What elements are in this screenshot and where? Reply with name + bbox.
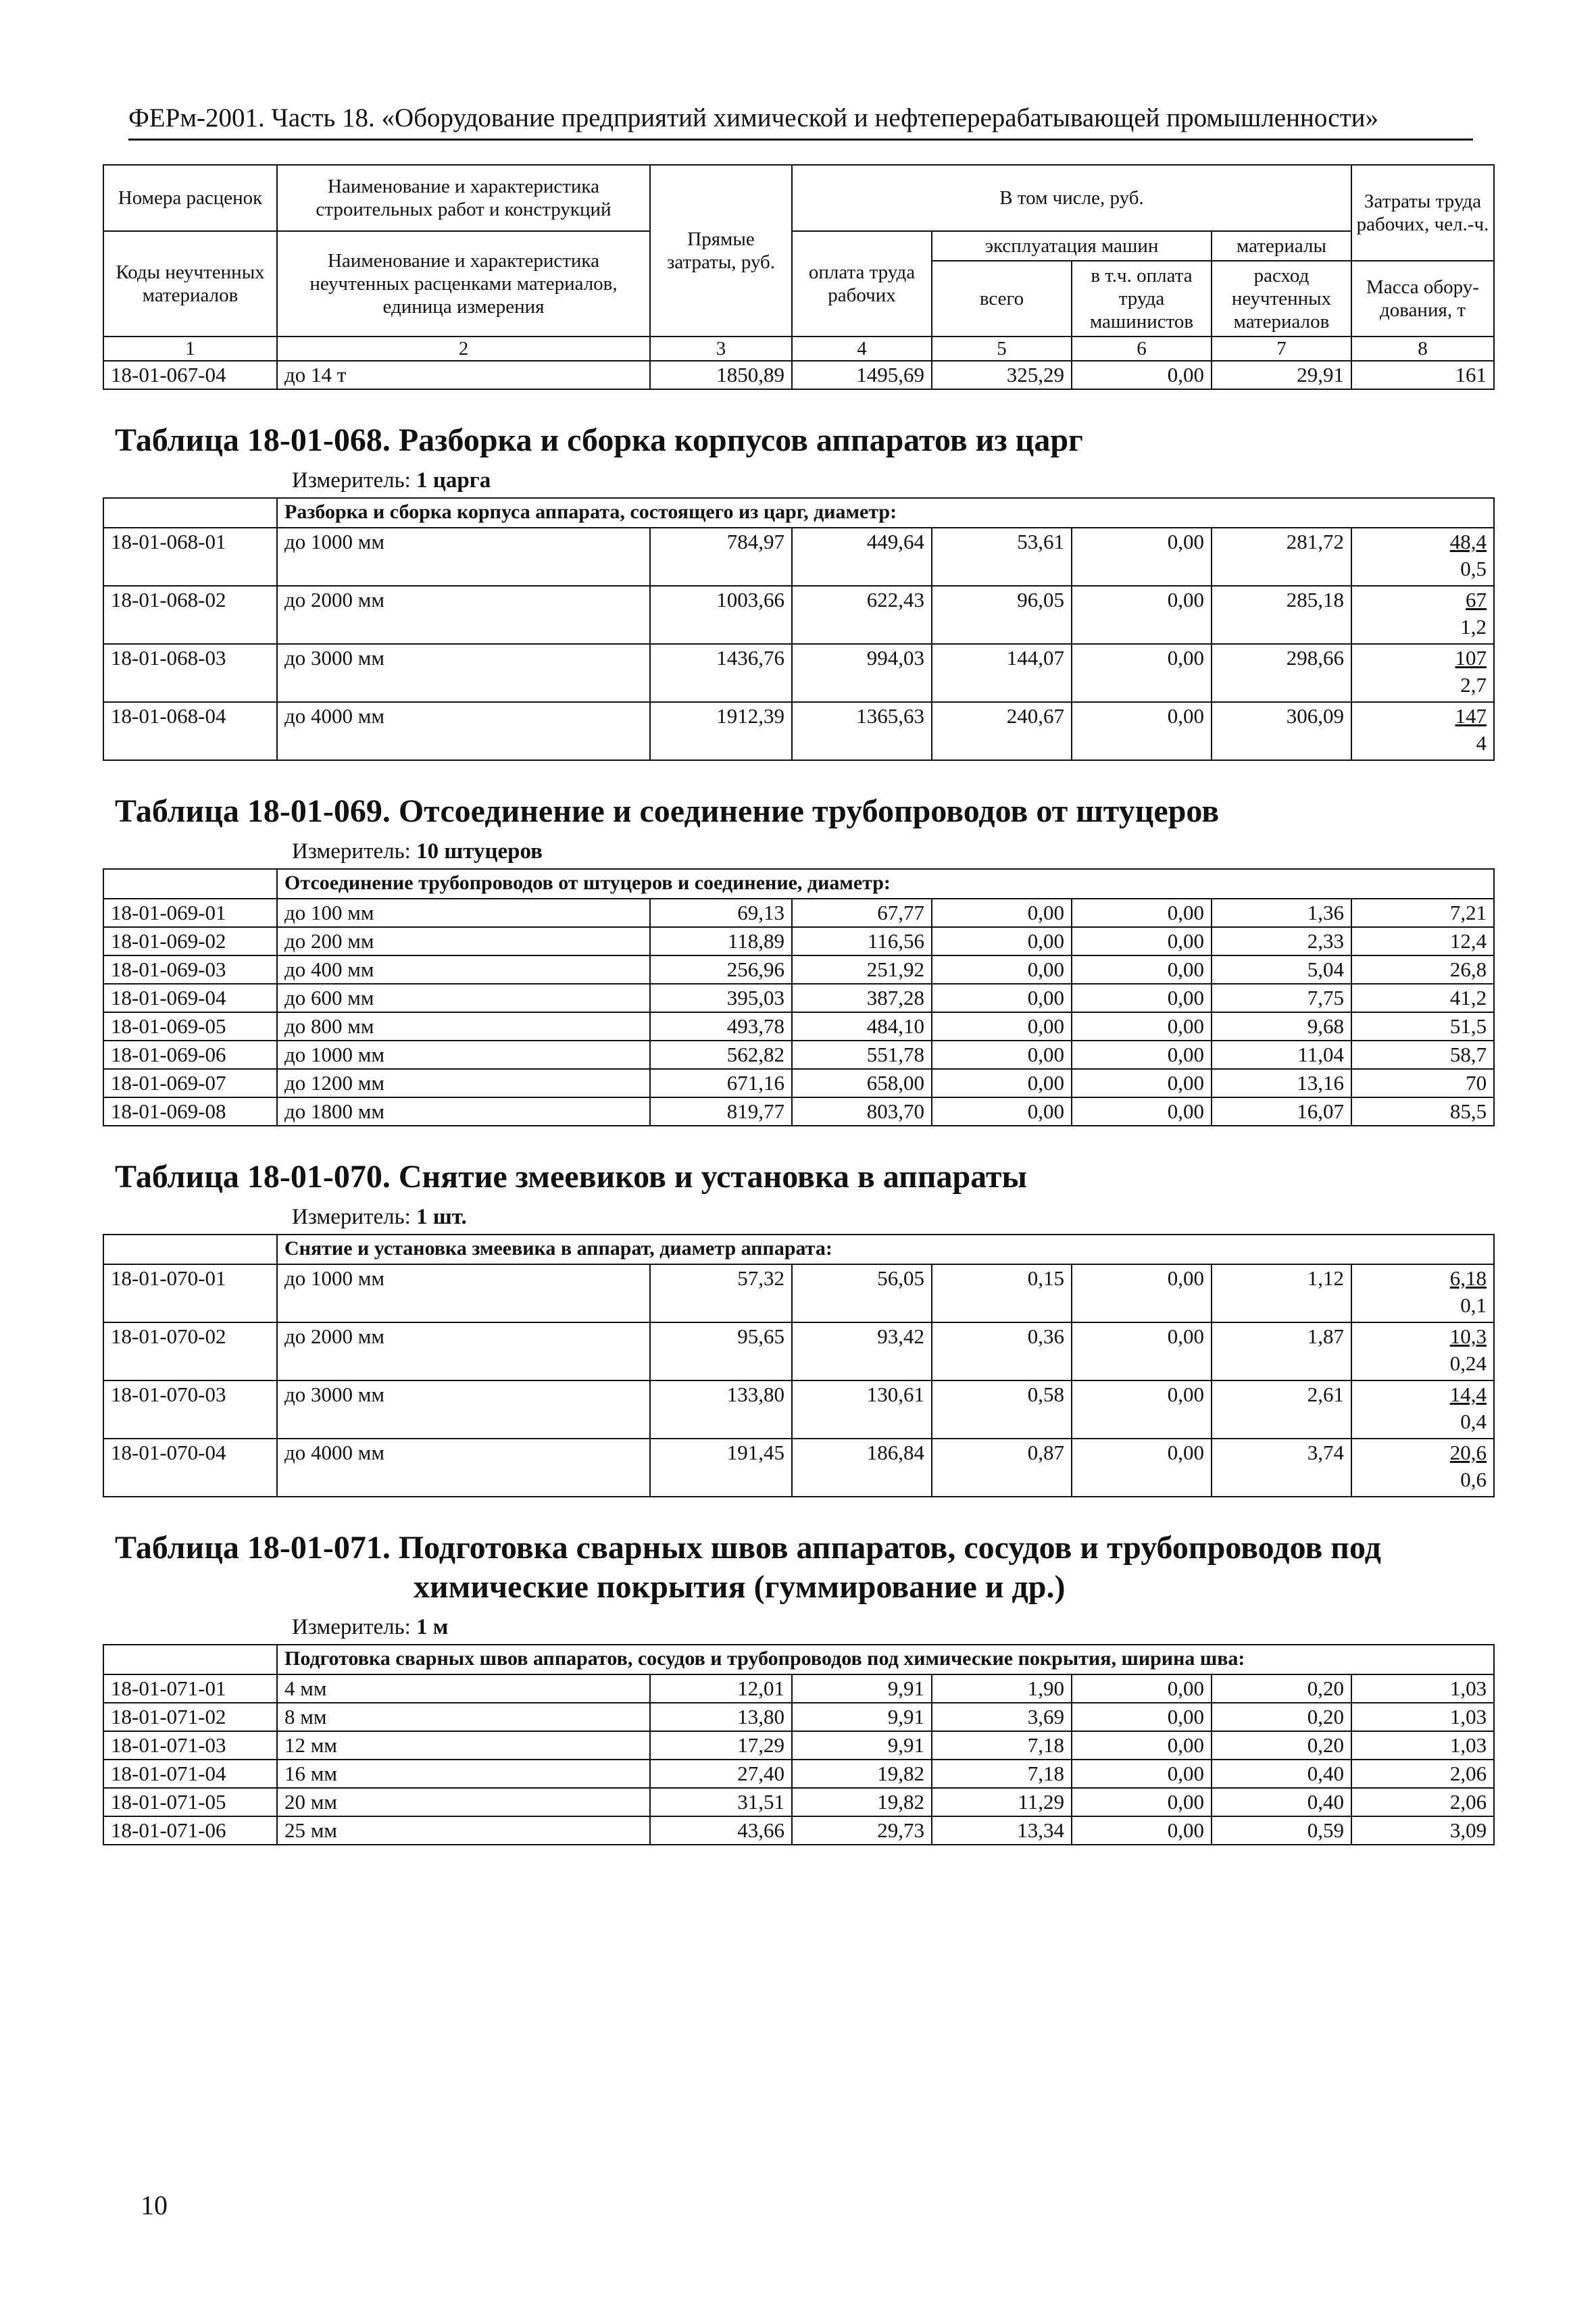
measure-unit (103, 468, 1493, 493)
colnum-3: 3 (650, 337, 792, 361)
row-value: 1,12 (1212, 1264, 1351, 1322)
group-header-spacer (103, 869, 277, 899)
row-labor-value: 2,06 (1351, 1760, 1494, 1788)
row-name: до 2000 мм (277, 586, 650, 644)
row-value: 240,67 (932, 702, 1072, 760)
row-value: 9,91 (792, 1703, 932, 1731)
row-value: 95,65 (650, 1322, 792, 1380)
row-value: 11,04 (1212, 1041, 1351, 1069)
group-header-row (103, 498, 1494, 528)
row-value: 116,56 (792, 927, 932, 955)
group-header-row (103, 1645, 1494, 1674)
labor-hours: 20,6 (1449, 1441, 1487, 1464)
row-labor-value: 70 (1351, 1069, 1494, 1097)
row-value: 819,77 (650, 1097, 792, 1126)
row-value: 1,87 (1212, 1322, 1351, 1380)
colnum-4: 4 (792, 337, 932, 361)
colnum-2: 2 (277, 337, 650, 361)
measure-unit (103, 839, 1493, 864)
row-value: 0,36 (932, 1322, 1072, 1380)
header-name-bottom: Наименование и характеристика неучтенных расценками материалов, единица измерения (277, 231, 650, 337)
row-value: 9,91 (792, 1674, 932, 1703)
row-value: 27,40 (650, 1760, 792, 1788)
table-row (103, 927, 1494, 955)
equipment-mass: 0,1 (1460, 1293, 1487, 1317)
colnum-1: 1 (103, 337, 277, 361)
column-header-table (103, 164, 1495, 390)
row-value: 16,07 (1212, 1097, 1351, 1126)
row-code: 18-01-069-04 (103, 984, 277, 1012)
equipment-mass: 0,5 (1460, 557, 1487, 580)
row-name: до 400 мм (277, 955, 650, 984)
row-value: 0,00 (1072, 955, 1212, 984)
row-value: 1495,69 (792, 361, 932, 389)
row-code: 18-01-069-01 (103, 899, 277, 927)
row-name: до 200 мм (277, 927, 650, 955)
group-header-row (103, 1235, 1494, 1264)
row-code: 18-01-067-04 (103, 361, 277, 389)
labor-hours: 107 (1455, 646, 1487, 670)
table-title-text: Таблица 18-01-071. Подготовка сварных швов аппаратов, сосудов и трубопроводов под (115, 1530, 1381, 1566)
row-name: 12 мм (277, 1731, 650, 1760)
row-value: 144,07 (932, 644, 1072, 702)
rate-table (103, 497, 1495, 761)
row-value: 0,00 (1072, 1816, 1212, 1845)
colnum-8: 8 (1351, 337, 1494, 361)
equipment-mass: 0,4 (1460, 1410, 1487, 1433)
row-value: 0,00 (1072, 1788, 1212, 1816)
row-value: 0,00 (1072, 586, 1212, 644)
row-value: 449,64 (792, 528, 932, 586)
table-row (103, 361, 1494, 389)
row-name: до 1000 мм (277, 1264, 650, 1322)
row-value: 13,80 (650, 1703, 792, 1731)
row-labor-value: 85,5 (1351, 1097, 1494, 1126)
row-code: 18-01-068-02 (103, 586, 277, 644)
row-value: 0,00 (1072, 1674, 1212, 1703)
equipment-mass: 1,2 (1460, 615, 1487, 639)
row-value: 256,96 (650, 955, 792, 984)
row-value: 1365,63 (792, 702, 932, 760)
row-labor-value (1351, 702, 1494, 760)
row-value: 29,73 (792, 1816, 932, 1845)
row-code: 18-01-068-04 (103, 702, 277, 760)
header-codes-bottom: Коды неучтенных материалов (103, 231, 277, 337)
header-codes-top: Номера расценок (103, 165, 277, 231)
row-code: 18-01-069-02 (103, 927, 277, 955)
row-value: 0,00 (932, 955, 1072, 984)
row-value: 0,40 (1212, 1788, 1351, 1816)
row-code: 18-01-071-02 (103, 1703, 277, 1731)
row-labor-value: 58,7 (1351, 1041, 1494, 1069)
row-code: 18-01-071-06 (103, 1816, 277, 1845)
row-value: 1850,89 (650, 361, 792, 389)
row-value: 43,66 (650, 1816, 792, 1845)
row-value: 191,45 (650, 1439, 792, 1497)
row-name: до 3000 мм (277, 644, 650, 702)
table-row (103, 984, 1494, 1012)
row-value: 12,01 (650, 1674, 792, 1703)
rate-table-section (103, 1126, 1493, 1497)
table-row (103, 1731, 1494, 1760)
table-row (103, 1760, 1494, 1788)
table-title (103, 1158, 1493, 1197)
row-value: 13,16 (1212, 1069, 1351, 1097)
row-name: 20 мм (277, 1788, 650, 1816)
row-value: 387,28 (792, 984, 932, 1012)
row-labor-value: 7,21 (1351, 899, 1494, 927)
row-code: 18-01-069-03 (103, 955, 277, 984)
measure-value: 1 шт. (416, 1205, 467, 1229)
table-title-text: Таблица 18-01-070. Снятие змеевиков и установка в аппараты (115, 1159, 1027, 1195)
row-labor-value (1351, 1439, 1494, 1497)
row-name: до 2000 мм (277, 1322, 650, 1380)
row-value: 0,00 (932, 1097, 1072, 1126)
row-value: 17,29 (650, 1731, 792, 1760)
row-value: 186,84 (792, 1439, 932, 1497)
row-value: 0,00 (1072, 1439, 1212, 1497)
table-row (103, 1264, 1494, 1322)
row-code: 18-01-070-02 (103, 1322, 277, 1380)
row-labor-value (1351, 528, 1494, 586)
row-name: до 1000 мм (277, 1041, 650, 1069)
row-value: 57,32 (650, 1264, 792, 1322)
table-row (103, 1012, 1494, 1041)
row-labor-value: 26,8 (1351, 955, 1494, 984)
row-value: 0,00 (932, 1041, 1072, 1069)
row-labor-value: 51,5 (1351, 1012, 1494, 1041)
table-row (103, 1322, 1494, 1380)
row-value: 19,82 (792, 1788, 932, 1816)
sections-container (103, 390, 1493, 1845)
row-value: 0,00 (1072, 644, 1212, 702)
row-value: 0,00 (1072, 899, 1212, 927)
group-header-spacer (103, 1235, 277, 1264)
header-machinist-wages: в т.ч. оплата труда машинистов (1072, 261, 1212, 337)
row-code: 18-01-069-08 (103, 1097, 277, 1126)
page-number: 10 (141, 2190, 168, 2220)
measure-value: 1 м (416, 1615, 449, 1639)
row-value: 3,69 (932, 1703, 1072, 1731)
row-code: 18-01-071-05 (103, 1788, 277, 1816)
row-name: 4 мм (277, 1674, 650, 1703)
row-value: 0,15 (932, 1264, 1072, 1322)
header-machines-total: всего (932, 261, 1072, 337)
row-value: 994,03 (792, 644, 932, 702)
row-value: 671,16 (650, 1069, 792, 1097)
row-value: 96,05 (932, 586, 1072, 644)
row-value: 0,00 (932, 1069, 1072, 1097)
row-value: 325,29 (932, 361, 1072, 389)
header-labor: Затраты труда рабочих, чел.-ч. (1351, 165, 1494, 261)
row-value: 3,74 (1212, 1439, 1351, 1497)
header-wages: оплата труда рабочих (792, 231, 932, 337)
row-name: до 3000 мм (277, 1380, 650, 1439)
running-header: ФЕРм-2001. Часть 18. «Оборудование предприятий химической и нефтеперерабатывающей промышленности» (128, 103, 1473, 141)
equipment-mass: 2,7 (1460, 673, 1487, 697)
group-header-row (103, 869, 1494, 899)
colnum-5: 5 (932, 337, 1072, 361)
row-value: 285,18 (1212, 586, 1351, 644)
row-labor-value: 41,2 (1351, 984, 1494, 1012)
row-value: 0,00 (1072, 702, 1212, 760)
labor-hours: 14,4 (1449, 1383, 1487, 1406)
row-value: 0,20 (1212, 1731, 1351, 1760)
row-value: 803,70 (792, 1097, 932, 1126)
row-value: 130,61 (792, 1380, 932, 1439)
row-value: 53,61 (932, 528, 1072, 586)
row-value: 69,13 (650, 899, 792, 927)
labor-hours: 48,4 (1449, 530, 1487, 553)
row-code: 18-01-070-03 (103, 1380, 277, 1439)
row-name: 25 мм (277, 1816, 650, 1845)
row-code: 18-01-069-05 (103, 1012, 277, 1041)
row-value: 0,00 (1072, 361, 1212, 389)
rate-table (103, 868, 1495, 1126)
table-row (103, 899, 1494, 927)
row-name: до 600 мм (277, 984, 650, 1012)
row-value: 7,18 (932, 1760, 1072, 1788)
row-value: 0,20 (1212, 1703, 1351, 1731)
measure-label: Измеритель: (292, 1615, 411, 1639)
table-row (103, 1674, 1494, 1703)
row-value: 1912,39 (650, 702, 792, 760)
row-value: 0,00 (1072, 1703, 1212, 1731)
row-name: до 1800 мм (277, 1097, 650, 1126)
row-value: 395,03 (650, 984, 792, 1012)
row-labor-value (1351, 1380, 1494, 1439)
row-labor-value (1351, 1264, 1494, 1322)
row-name: 16 мм (277, 1760, 650, 1788)
table-row (103, 1703, 1494, 1731)
row-value: 13,34 (932, 1816, 1072, 1845)
row-value: 1,36 (1212, 899, 1351, 927)
row-name: до 14 т (277, 361, 650, 389)
row-value: 484,10 (792, 1012, 932, 1041)
row-value: 0,58 (932, 1380, 1072, 1439)
row-code: 18-01-068-03 (103, 644, 277, 702)
group-header: Снятие и установка змеевика в аппарат, диаметр аппарата: (277, 1235, 1494, 1264)
table-title (103, 1528, 1493, 1607)
row-labor-value: 12,4 (1351, 927, 1494, 955)
table-title (103, 792, 1493, 831)
colnum-6: 6 (1072, 337, 1212, 361)
row-code: 18-01-071-03 (103, 1731, 277, 1760)
header-machines: эксплуатация машин (932, 231, 1212, 261)
row-value: 67,77 (792, 899, 932, 927)
row-labor-value: 3,09 (1351, 1816, 1494, 1845)
row-value: 1003,66 (650, 586, 792, 644)
group-header: Подготовка сварных швов аппаратов, сосудов и трубопроводов под химические покрытия, ширина шва: (277, 1645, 1494, 1674)
header-direct-costs: Прямые затраты, руб. (650, 165, 792, 337)
row-code: 18-01-069-06 (103, 1041, 277, 1069)
row-value: 0,00 (1072, 1264, 1212, 1322)
labor-hours: 6,18 (1449, 1266, 1487, 1290)
row-value: 0,00 (1072, 1097, 1212, 1126)
measure-label: Измеритель: (292, 468, 411, 493)
header-mass: Масса обору-дования, т (1351, 261, 1494, 337)
table-row (103, 702, 1494, 760)
row-value: 5,04 (1212, 955, 1351, 984)
row-value: 251,92 (792, 955, 932, 984)
row-value: 29,91 (1212, 361, 1351, 389)
row-value: 93,42 (792, 1322, 932, 1380)
table-title-text: Таблица 18-01-068. Разборка и сборка корпусов аппаратов из царг (115, 422, 1083, 458)
group-header-spacer (103, 498, 277, 528)
measure-unit (103, 1615, 1493, 1640)
table-title-text: Таблица 18-01-069. Отсоединение и соединение трубопроводов от штуцеров (115, 793, 1220, 829)
rate-table (103, 1644, 1495, 1845)
table-row (103, 1041, 1494, 1069)
equipment-mass: 0,6 (1460, 1468, 1487, 1491)
row-value: 1,90 (932, 1674, 1072, 1703)
row-value: 0,00 (1072, 528, 1212, 586)
row-value: 493,78 (650, 1012, 792, 1041)
table-row (103, 1439, 1494, 1497)
row-value: 0,00 (1072, 1322, 1212, 1380)
measure-label: Измеритель: (292, 839, 411, 864)
row-code: 18-01-070-01 (103, 1264, 277, 1322)
rate-table (103, 1234, 1495, 1497)
measure-value: 10 штуцеров (416, 839, 543, 864)
row-code: 18-01-069-07 (103, 1069, 277, 1097)
row-name: 8 мм (277, 1703, 650, 1731)
row-value: 0,00 (1072, 1760, 1212, 1788)
row-labor-value (1351, 1322, 1494, 1380)
row-name: до 4000 мм (277, 702, 650, 760)
row-value: 306,09 (1212, 702, 1351, 760)
equipment-mass: 0,24 (1449, 1351, 1487, 1375)
row-value: 562,82 (650, 1041, 792, 1069)
row-value: 0,00 (932, 899, 1072, 927)
row-value: 281,72 (1212, 528, 1351, 586)
row-value: 0,59 (1212, 1816, 1351, 1845)
row-value: 0,00 (1072, 1731, 1212, 1760)
row-code: 18-01-071-01 (103, 1674, 277, 1703)
row-value: 0,87 (932, 1439, 1072, 1497)
row-value: 9,91 (792, 1731, 932, 1760)
labor-hours: 67 (1466, 588, 1487, 612)
row-value: 11,29 (932, 1788, 1072, 1816)
group-header: Разборка и сборка корпуса аппарата, состоящего из царг, диаметр: (277, 498, 1494, 528)
header-unaccounted-materials: расход неучтенных материалов (1212, 261, 1351, 337)
table-title-continuation: химические покрытия (гуммирование и др.) (414, 1569, 1066, 1605)
row-code: 18-01-070-04 (103, 1439, 277, 1497)
labor-hours: 10,3 (1449, 1324, 1487, 1348)
equipment-mass: 4 (1476, 731, 1487, 755)
table-title (103, 421, 1493, 460)
row-value: 2,33 (1212, 927, 1351, 955)
rate-table-section (103, 761, 1493, 1126)
row-labor-value: 1,03 (1351, 1674, 1494, 1703)
table-row (103, 1380, 1494, 1439)
row-value: 0,00 (1072, 984, 1212, 1012)
header-materials: материалы (1212, 231, 1351, 261)
row-value: 0,00 (1072, 927, 1212, 955)
row-labor-value: 2,06 (1351, 1788, 1494, 1816)
measure-value: 1 царга (416, 468, 491, 493)
row-value: 551,78 (792, 1041, 932, 1069)
table-row (103, 955, 1494, 984)
row-value: 0,20 (1212, 1674, 1351, 1703)
row-value: 19,82 (792, 1760, 932, 1788)
table-row (103, 528, 1494, 586)
row-labor-value (1351, 586, 1494, 644)
row-value: 0,00 (1072, 1041, 1212, 1069)
row-value: 0,00 (932, 1012, 1072, 1041)
row-labor-value: 1,03 (1351, 1731, 1494, 1760)
row-value: 2,61 (1212, 1380, 1351, 1439)
row-value: 7,75 (1212, 984, 1351, 1012)
table-row (103, 586, 1494, 644)
group-header-spacer (103, 1645, 277, 1674)
row-name: до 1000 мм (277, 528, 650, 586)
colnum-7: 7 (1212, 337, 1351, 361)
row-value: 0,40 (1212, 1760, 1351, 1788)
row-name: до 1200 мм (277, 1069, 650, 1097)
row-value: 0,00 (1072, 1380, 1212, 1439)
header-including: В том числе, руб. (792, 165, 1351, 231)
row-value: 658,00 (792, 1069, 932, 1097)
header-name-top: Наименование и характеристика строительных работ и конструкций (277, 165, 650, 231)
row-value: 133,80 (650, 1380, 792, 1439)
row-value: 622,43 (792, 586, 932, 644)
row-value: 161 (1351, 361, 1494, 389)
labor-hours: 147 (1455, 704, 1487, 728)
row-name: до 100 мм (277, 899, 650, 927)
row-value: 1436,76 (650, 644, 792, 702)
measure-label: Измеритель: (292, 1205, 411, 1229)
row-value: 0,00 (1072, 1012, 1212, 1041)
row-value: 0,00 (932, 984, 1072, 1012)
row-code: 18-01-068-01 (103, 528, 277, 586)
row-value: 118,89 (650, 927, 792, 955)
row-value: 9,68 (1212, 1012, 1351, 1041)
table-row (103, 644, 1494, 702)
row-value: 31,51 (650, 1788, 792, 1816)
row-labor-value (1351, 644, 1494, 702)
rate-table-section (103, 1497, 1493, 1845)
row-value: 0,00 (1072, 1069, 1212, 1097)
group-header: Отсоединение трубопроводов от штуцеров и соединение, диаметр: (277, 869, 1494, 899)
row-value: 784,97 (650, 528, 792, 586)
table-row (103, 1097, 1494, 1126)
table-row (103, 1788, 1494, 1816)
table-row (103, 1069, 1494, 1097)
row-value: 56,05 (792, 1264, 932, 1322)
measure-unit (103, 1205, 1493, 1230)
row-labor-value: 1,03 (1351, 1703, 1494, 1731)
row-value: 0,00 (932, 927, 1072, 955)
row-name: до 800 мм (277, 1012, 650, 1041)
table-row (103, 1816, 1494, 1845)
row-name: до 4000 мм (277, 1439, 650, 1497)
rate-table-section (103, 390, 1493, 761)
row-value: 7,18 (932, 1731, 1072, 1760)
row-code: 18-01-071-04 (103, 1760, 277, 1788)
main-content (103, 164, 1493, 1845)
row-value: 298,66 (1212, 644, 1351, 702)
